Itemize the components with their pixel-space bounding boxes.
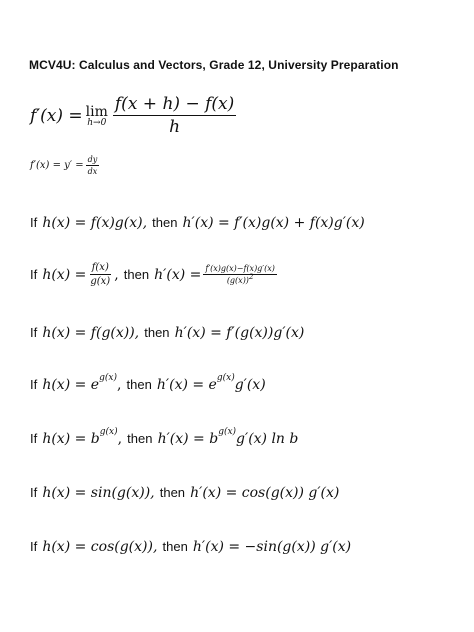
quotient-numerator: f(x) xyxy=(91,262,109,273)
product-rule-formula xyxy=(30,213,365,232)
sine-then-text: then xyxy=(159,485,186,500)
cosine-rule-formula xyxy=(30,537,351,556)
sine-rule-formula xyxy=(30,483,339,502)
exp-e-rhs-exponent: g(x) xyxy=(216,372,235,383)
limit-operator xyxy=(86,104,108,128)
product-expression: h(x) = f(x)g(x), xyxy=(42,214,148,231)
quotient-derivative-fraction xyxy=(203,264,277,285)
quotient-derivative-numerator: f′(x)g(x)−f(x)g′(x) xyxy=(205,264,275,273)
leibniz-fraction xyxy=(86,155,100,176)
limit-subscript: h→0 xyxy=(87,117,107,128)
cosine-if-text: If xyxy=(30,539,38,554)
exp-e-comma: , xyxy=(116,376,122,393)
derivative-definition-formula xyxy=(30,94,238,137)
chain-expression: h(x) = f(g(x)), xyxy=(42,324,140,341)
product-if-text: If xyxy=(30,215,38,230)
chain-rule-formula xyxy=(30,323,304,342)
leibniz-denominator: dx xyxy=(87,167,98,176)
difference-quotient-denominator: h xyxy=(169,117,181,137)
exp-e-rhs-tail: g′(x) xyxy=(234,376,266,393)
quotient-rhs: h′(x) = xyxy=(154,266,202,283)
exp-b-rhs: h′(x) = b xyxy=(157,430,219,447)
difference-quotient-numerator: f(x + h) − f(x) xyxy=(114,94,235,114)
product-then-text: then xyxy=(152,215,178,230)
product-derivative: h′(x) = f′(x)g(x) + f(x)g′(x) xyxy=(182,214,365,231)
quotient-then-text: then xyxy=(123,267,150,282)
derivative-notation-formula xyxy=(30,155,101,176)
exponential-b-formula xyxy=(30,426,299,448)
chain-derivative: h′(x) = f′(g(x))g′(x) xyxy=(174,324,305,341)
difference-quotient xyxy=(113,94,236,137)
exp-b-rhs-exponent: g(x) xyxy=(218,426,237,437)
exp-e-rhs: h′(x) = e xyxy=(156,376,217,393)
quotient-derivative-denominator xyxy=(225,275,256,285)
sine-derivative: h′(x) = cos(g(x)) g′(x) xyxy=(190,484,340,501)
sine-expression: h(x) = sin(g(x)), xyxy=(42,484,155,501)
limit-label: lim xyxy=(85,103,108,120)
quotient-if-text: If xyxy=(30,267,38,282)
document-title: MCV4U: Calculus and Vectors, Grade 12, University Preparation xyxy=(29,58,399,72)
quotient-fraction xyxy=(88,262,112,287)
chain-if-text: If xyxy=(30,325,38,340)
exp-b-if-text: If xyxy=(30,431,38,446)
cosine-expression: h(x) = cos(g(x)), xyxy=(42,538,158,555)
exp-b-rhs-tail: g′(x) ln b xyxy=(236,430,299,447)
quotient-derivative-denominator-exponent: 2 xyxy=(248,273,254,281)
quotient-lhs: h(x) = xyxy=(42,266,87,283)
notation-lhs: f′(x) = y′ = xyxy=(30,160,84,171)
cosine-derivative: h′(x) = −sin(g(x)) g′(x) xyxy=(192,538,352,555)
derivative-def-lhs: f′(x) = xyxy=(30,105,83,126)
leibniz-numerator: dy xyxy=(87,155,98,164)
exp-e-lhs: h(x) = e xyxy=(42,376,100,393)
exp-b-comma: , xyxy=(117,430,123,447)
quotient-rule-formula xyxy=(30,262,279,287)
exp-e-lhs-exponent: g(x) xyxy=(99,372,117,383)
cosine-then-text: then xyxy=(162,539,188,554)
quotient-denominator: g(x) xyxy=(90,276,111,287)
exponential-e-formula xyxy=(30,372,266,394)
quotient-derivative-denominator-base: (g(x)) xyxy=(226,276,249,285)
exp-b-lhs: h(x) = b xyxy=(42,430,100,447)
quotient-comma: , xyxy=(114,266,119,283)
sine-if-text: If xyxy=(30,485,38,500)
exp-b-then-text: then xyxy=(127,431,153,446)
chain-then-text: then xyxy=(144,325,170,340)
exp-e-then-text: then xyxy=(126,377,152,392)
exp-e-if-text: If xyxy=(30,377,38,392)
exp-b-lhs-exponent: g(x) xyxy=(99,426,118,437)
